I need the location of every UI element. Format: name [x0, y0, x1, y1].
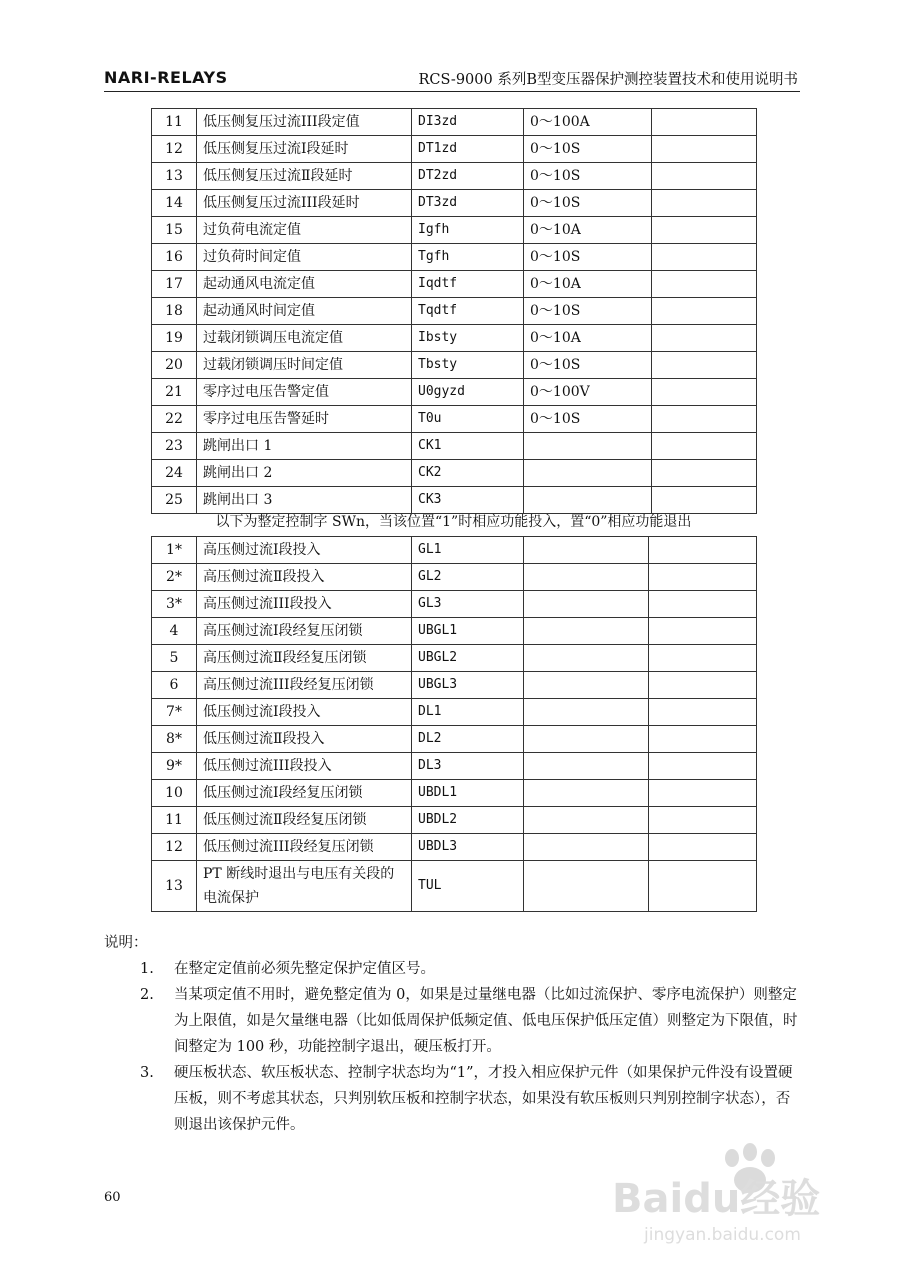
table-row	[152, 564, 757, 591]
remark-cell	[652, 217, 757, 244]
row-number: 2*	[152, 564, 197, 591]
note-text: 在整定定值前必须先整定保护定值区号。	[174, 961, 435, 977]
table-row	[152, 217, 757, 244]
setting-range: 0～10S	[524, 190, 652, 217]
table-row	[152, 834, 757, 861]
control-word-symbol: DL1	[412, 699, 524, 726]
remark-cell	[649, 672, 757, 699]
setting-symbol: Iqdtf	[412, 271, 524, 298]
empty-cell	[524, 753, 649, 780]
row-number: 18	[152, 298, 197, 325]
row-number: 17	[152, 271, 197, 298]
setting-name: 跳闸出口 2	[197, 460, 412, 487]
remark-cell	[649, 645, 757, 672]
row-number: 16	[152, 244, 197, 271]
setting-name: 过载闭锁调压时间定值	[197, 352, 412, 379]
note-text: 当某项定值不用时，避免整定值为 0，如果是过量继电器（比如过流保护、零序电流保护）则整定为上限值，如是欠量继电器（比如低周保护低频定值、低电压保护低压定值）则整定为下限值，时间整定为 100 秒，功能控制字退出，硬压板打开。	[174, 987, 798, 1055]
setting-symbol: Igfh	[412, 217, 524, 244]
empty-cell	[524, 834, 649, 861]
row-number: 5	[152, 645, 197, 672]
baidu-jingyan-watermark	[604, 1140, 834, 1250]
remark-cell	[652, 460, 757, 487]
note-item	[104, 956, 804, 982]
watermark-brand: Baidu经验	[612, 1176, 821, 1222]
setting-symbol: Tqdtf	[412, 298, 524, 325]
setting-range	[524, 460, 652, 487]
control-word-symbol: UBDL1	[412, 780, 524, 807]
setting-symbol: DT1zd	[412, 136, 524, 163]
page-number: 60	[104, 1190, 121, 1205]
setting-name: 跳闸出口 1	[197, 433, 412, 460]
remark-cell	[652, 433, 757, 460]
remark-cell	[649, 861, 757, 912]
note-item	[104, 1060, 804, 1138]
setting-name: 低压侧复压过流III段延时	[197, 190, 412, 217]
table-row	[152, 352, 757, 379]
setting-range: 0～10A	[524, 271, 652, 298]
note-text: 硬压板状态、软压板状态、控制字状态均为“1”，才投入相应保护元件（如果保护元件没有设置硬压板，则不考虑其状态，只判别软压板和控制字状态，如果没有软压板则只判别控制字状态），否则退出该保护元件。	[174, 1065, 793, 1133]
setting-symbol: DT2zd	[412, 163, 524, 190]
empty-cell	[524, 807, 649, 834]
row-number: 9*	[152, 753, 197, 780]
table-row	[152, 271, 757, 298]
table-row	[152, 298, 757, 325]
remark-cell	[649, 807, 757, 834]
table-row	[152, 780, 757, 807]
remark-cell	[649, 834, 757, 861]
control-word-name: PT 断线时退出与电压有关段的电流保护	[197, 861, 412, 912]
control-word-name: 高压侧过流Ⅱ段经复压闭锁	[197, 645, 412, 672]
remark-cell	[649, 726, 757, 753]
row-number: 10	[152, 780, 197, 807]
setting-name: 低压侧复压过流Ⅰ段延时	[197, 136, 412, 163]
table-row	[152, 460, 757, 487]
control-word-name: 低压侧过流Ⅱ段投入	[197, 726, 412, 753]
remark-cell	[652, 136, 757, 163]
watermark-url: jingyan.baidu.com	[644, 1225, 801, 1245]
setting-symbol: CK1	[412, 433, 524, 460]
notes-title: 说明：	[104, 935, 148, 951]
remark-cell	[652, 379, 757, 406]
header-brand: NARI-RELAYS	[104, 68, 228, 87]
control-word-symbol: UBDL3	[412, 834, 524, 861]
remark-cell	[652, 163, 757, 190]
table-row	[152, 618, 757, 645]
row-number: 19	[152, 325, 197, 352]
header-title: RCS-9000 系列B型变压器保护测控装置技术和使用说明书	[418, 72, 798, 88]
control-word-name: 高压侧过流III段经复压闭锁	[197, 672, 412, 699]
control-word-table	[151, 536, 757, 912]
row-number: 11	[152, 109, 197, 136]
table-row	[152, 136, 757, 163]
setting-name: 低压侧复压过流Ⅱ段延时	[197, 163, 412, 190]
row-number: 6	[152, 672, 197, 699]
note-number: 1.	[140, 961, 154, 977]
remark-cell	[652, 325, 757, 352]
row-number: 13	[152, 163, 197, 190]
control-word-symbol: UBGL2	[412, 645, 524, 672]
control-word-symbol: TUL	[412, 861, 524, 912]
row-number: 12	[152, 136, 197, 163]
row-number: 12	[152, 834, 197, 861]
table-row	[152, 645, 757, 672]
control-word-title: 以下为整定控制字 SWn，当该位置“1”时相应功能投入，置“0”相应功能退出	[215, 514, 692, 530]
control-word-name: 低压侧过流III段经复压闭锁	[197, 834, 412, 861]
setting-symbol: U0gyzd	[412, 379, 524, 406]
setting-range: 0～10S	[524, 136, 652, 163]
table-row	[152, 379, 757, 406]
table-row	[152, 325, 757, 352]
row-number: 20	[152, 352, 197, 379]
setting-range: 0～10A	[524, 217, 652, 244]
empty-cell	[524, 618, 649, 645]
table-row	[152, 537, 757, 564]
row-number: 3*	[152, 591, 197, 618]
table-row	[152, 672, 757, 699]
table-row	[152, 244, 757, 271]
empty-cell	[524, 537, 649, 564]
row-number: 25	[152, 487, 197, 514]
setting-range: 0～100A	[524, 109, 652, 136]
setting-symbol: T0u	[412, 406, 524, 433]
row-number: 11	[152, 807, 197, 834]
remark-cell	[649, 780, 757, 807]
control-word-symbol: DL3	[412, 753, 524, 780]
table-row	[152, 861, 757, 912]
setting-range: 0～10A	[524, 325, 652, 352]
control-word-symbol: UBDL2	[412, 807, 524, 834]
note-number: 3.	[140, 1065, 154, 1081]
row-number: 21	[152, 379, 197, 406]
control-word-name: 低压侧过流Ⅱ段经复压闭锁	[197, 807, 412, 834]
setting-name: 过载闭锁调压电流定值	[197, 325, 412, 352]
remark-cell	[652, 352, 757, 379]
row-number: 24	[152, 460, 197, 487]
remark-cell	[652, 244, 757, 271]
control-word-symbol: UBGL3	[412, 672, 524, 699]
setting-range: 0～10S	[524, 244, 652, 271]
table-row	[152, 699, 757, 726]
control-word-name: 低压侧过流III段投入	[197, 753, 412, 780]
row-number: 13	[152, 861, 197, 912]
control-word-name: 低压侧过流Ⅰ段经复压闭锁	[197, 780, 412, 807]
setting-range: 0～10S	[524, 406, 652, 433]
control-word-name: 高压侧过流Ⅱ段投入	[197, 564, 412, 591]
setting-symbol: DI3zd	[412, 109, 524, 136]
row-number: 1*	[152, 537, 197, 564]
control-word-symbol: DL2	[412, 726, 524, 753]
row-number: 14	[152, 190, 197, 217]
setting-range: 0～10S	[524, 163, 652, 190]
row-number: 15	[152, 217, 197, 244]
remark-cell	[649, 753, 757, 780]
notes-section	[104, 930, 804, 1138]
empty-cell	[524, 699, 649, 726]
setting-name: 起动通风电流定值	[197, 271, 412, 298]
settings-table	[151, 108, 757, 514]
table-row	[152, 726, 757, 753]
row-number: 22	[152, 406, 197, 433]
setting-range	[524, 433, 652, 460]
row-number: 4	[152, 618, 197, 645]
setting-symbol: Tgfh	[412, 244, 524, 271]
note-number: 2.	[140, 987, 154, 1003]
setting-symbol: DT3zd	[412, 190, 524, 217]
remark-cell	[649, 618, 757, 645]
remark-cell	[649, 564, 757, 591]
control-word-name: 低压侧过流Ⅰ段投入	[197, 699, 412, 726]
setting-name: 起动通风时间定值	[197, 298, 412, 325]
remark-cell	[652, 109, 757, 136]
table-row	[152, 190, 757, 217]
header-rule	[104, 91, 800, 92]
row-number: 7*	[152, 699, 197, 726]
setting-range: 0～100V	[524, 379, 652, 406]
table-row	[152, 109, 757, 136]
control-word-symbol: GL1	[412, 537, 524, 564]
control-word-name: 高压侧过流Ⅰ段经复压闭锁	[197, 618, 412, 645]
note-item	[104, 982, 804, 1060]
setting-range: 0～10S	[524, 352, 652, 379]
table-row	[152, 591, 757, 618]
setting-name: 零序过电压告警延时	[197, 406, 412, 433]
remark-cell	[649, 699, 757, 726]
setting-name: 零序过电压告警定值	[197, 379, 412, 406]
empty-cell	[524, 645, 649, 672]
setting-name: 低压侧复压过流III段定值	[197, 109, 412, 136]
remark-cell	[652, 406, 757, 433]
empty-cell	[524, 591, 649, 618]
empty-cell	[524, 726, 649, 753]
setting-name: 过负荷电流定值	[197, 217, 412, 244]
setting-name: 跳闸出口 3	[197, 487, 412, 514]
table-row	[152, 406, 757, 433]
remark-cell	[649, 537, 757, 564]
empty-cell	[524, 780, 649, 807]
setting-symbol: Ibsty	[412, 325, 524, 352]
setting-symbol: Tbsty	[412, 352, 524, 379]
empty-cell	[524, 564, 649, 591]
control-word-symbol: UBGL1	[412, 618, 524, 645]
setting-name: 过负荷时间定值	[197, 244, 412, 271]
table-row	[152, 433, 757, 460]
empty-cell	[524, 672, 649, 699]
control-word-symbol: GL3	[412, 591, 524, 618]
table-row	[152, 163, 757, 190]
table-row	[152, 753, 757, 780]
setting-symbol: CK2	[412, 460, 524, 487]
control-word-name: 高压侧过流Ⅰ段投入	[197, 537, 412, 564]
remark-cell	[652, 298, 757, 325]
remark-cell	[649, 591, 757, 618]
table-row	[152, 807, 757, 834]
row-number: 8*	[152, 726, 197, 753]
control-word-symbol: GL2	[412, 564, 524, 591]
empty-cell	[524, 861, 649, 912]
setting-symbol: CK3	[412, 487, 524, 514]
setting-range: 0～10S	[524, 298, 652, 325]
row-number: 23	[152, 433, 197, 460]
control-word-name: 高压侧过流III段投入	[197, 591, 412, 618]
remark-cell	[652, 190, 757, 217]
remark-cell	[652, 271, 757, 298]
